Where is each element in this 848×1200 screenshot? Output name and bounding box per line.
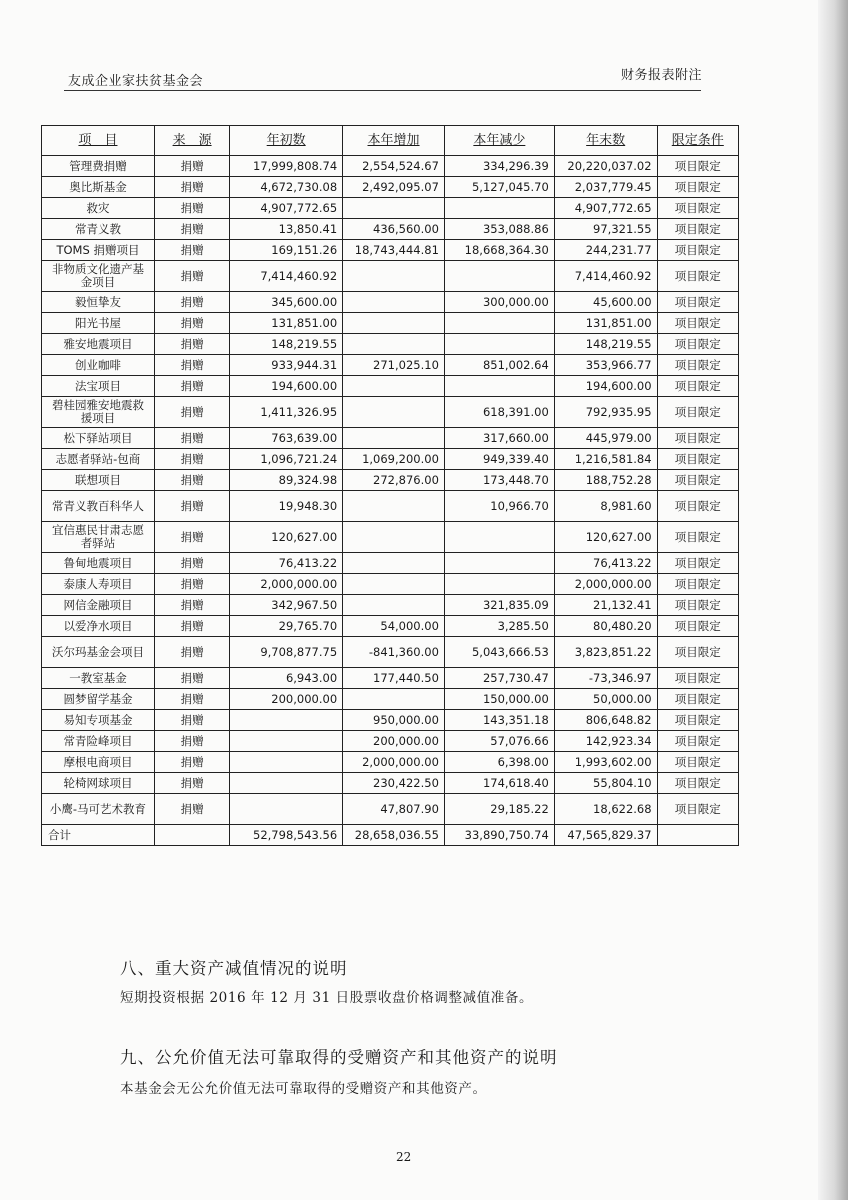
cell-restriction: 项目限定 xyxy=(657,470,738,491)
cell-restriction: 项目限定 xyxy=(657,261,738,292)
cell-restriction: 项目限定 xyxy=(657,553,738,574)
cell-end-balance: 21,132.41 xyxy=(554,595,657,616)
cell-end-balance: 8,981.60 xyxy=(554,491,657,522)
table-row xyxy=(42,574,739,595)
cell-end-balance: 50,000.00 xyxy=(554,689,657,710)
table-row xyxy=(42,334,739,355)
cell-increase: 1,069,200.00 xyxy=(343,449,445,470)
cell-source: 捐赠 xyxy=(154,773,229,794)
cell-source: 捐赠 xyxy=(154,198,229,219)
cell-begin-balance: 13,850.41 xyxy=(230,219,343,240)
cell-increase: 2,492,095.07 xyxy=(343,177,445,198)
cell-source: 捐赠 xyxy=(154,710,229,731)
cell-restriction: 项目限定 xyxy=(657,794,738,825)
header-rule xyxy=(64,90,701,91)
table-row xyxy=(42,376,739,397)
cell-restriction: 项目限定 xyxy=(657,198,738,219)
table-row xyxy=(42,637,739,668)
cell-item: 救灾 xyxy=(42,198,155,219)
cell-item: 摩根电商项目 xyxy=(42,752,155,773)
cell-item: 奥比斯基金 xyxy=(42,177,155,198)
column-header: 年初数 xyxy=(230,126,343,156)
cell-end-balance: 80,480.20 xyxy=(554,616,657,637)
restricted-net-assets-table xyxy=(41,125,739,846)
cell-begin-balance: 17,999,808.74 xyxy=(230,156,343,177)
cell-end-balance: 120,627.00 xyxy=(554,522,657,553)
cell-increase: 950,000.00 xyxy=(343,710,445,731)
header-document-type: 财务报表附注 xyxy=(621,68,703,83)
table-row xyxy=(42,198,739,219)
cell-source: 捐赠 xyxy=(154,668,229,689)
cell-decrease xyxy=(444,522,554,553)
cell-begin-balance: 345,600.00 xyxy=(230,292,343,313)
cell-begin-balance: 131,851.00 xyxy=(230,313,343,334)
table-row xyxy=(42,752,739,773)
total-cell-end-balance: 47,565,829.37 xyxy=(554,825,657,846)
cell-restriction: 项目限定 xyxy=(657,710,738,731)
table-row xyxy=(42,794,739,825)
cell-source: 捐赠 xyxy=(154,752,229,773)
cell-begin-balance: 29,765.70 xyxy=(230,616,343,637)
cell-decrease xyxy=(444,553,554,574)
cell-restriction: 项目限定 xyxy=(657,752,738,773)
column-header: 限定条件 xyxy=(657,126,738,156)
cell-begin-balance: 6,943.00 xyxy=(230,668,343,689)
cell-restriction: 项目限定 xyxy=(657,156,738,177)
table-row xyxy=(42,397,739,428)
cell-source: 捐赠 xyxy=(154,156,229,177)
table-row xyxy=(42,219,739,240)
cell-end-balance: 97,321.55 xyxy=(554,219,657,240)
total-cell-begin-balance: 52,798,543.56 xyxy=(230,825,343,846)
cell-decrease: 300,000.00 xyxy=(444,292,554,313)
cell-restriction: 项目限定 xyxy=(657,292,738,313)
total-cell-decrease: 33,890,750.74 xyxy=(444,825,554,846)
table-row xyxy=(42,470,739,491)
cell-end-balance: 2,000,000.00 xyxy=(554,574,657,595)
cell-end-balance: 76,413.22 xyxy=(554,553,657,574)
cell-increase xyxy=(343,574,445,595)
total-cell-source xyxy=(154,825,229,846)
cell-restriction: 项目限定 xyxy=(657,397,738,428)
table-row xyxy=(42,156,739,177)
cell-increase xyxy=(343,428,445,449)
cell-end-balance: 353,966.77 xyxy=(554,355,657,376)
cell-increase xyxy=(343,491,445,522)
cell-decrease: 10,966.70 xyxy=(444,491,554,522)
cell-end-balance: 18,622.68 xyxy=(554,794,657,825)
cell-begin-balance: 9,708,877.75 xyxy=(230,637,343,668)
cell-source: 捐赠 xyxy=(154,219,229,240)
cell-item: 雅安地震项目 xyxy=(42,334,155,355)
cell-item: 轮椅网球项目 xyxy=(42,773,155,794)
cell-begin-balance: 200,000.00 xyxy=(230,689,343,710)
cell-restriction: 项目限定 xyxy=(657,522,738,553)
cell-item: 常青险峰项目 xyxy=(42,731,155,752)
cell-item: 圆梦留学基金 xyxy=(42,689,155,710)
section-8-body: 短期投资根据 2016 年 12 月 31 日股票收盘价格调整减值准备。 xyxy=(120,990,534,1006)
cell-decrease: 949,339.40 xyxy=(444,449,554,470)
table-row xyxy=(42,595,739,616)
cell-decrease: 173,448.70 xyxy=(444,470,554,491)
cell-end-balance: 244,231.77 xyxy=(554,240,657,261)
cell-begin-balance xyxy=(230,731,343,752)
cell-decrease: 321,835.09 xyxy=(444,595,554,616)
cell-source: 捐赠 xyxy=(154,240,229,261)
table-row xyxy=(42,428,739,449)
cell-end-balance: 188,752.28 xyxy=(554,470,657,491)
cell-item: TOMS 捐赠项目 xyxy=(42,240,155,261)
cell-end-balance: -73,346.97 xyxy=(554,668,657,689)
cell-restriction: 项目限定 xyxy=(657,668,738,689)
table-row xyxy=(42,616,739,637)
cell-decrease xyxy=(444,376,554,397)
cell-increase: 272,876.00 xyxy=(343,470,445,491)
cell-increase xyxy=(343,261,445,292)
cell-item: 鲁甸地震项目 xyxy=(42,553,155,574)
cell-item: 泰康人寿项目 xyxy=(42,574,155,595)
cell-end-balance: 45,600.00 xyxy=(554,292,657,313)
table-row xyxy=(42,261,739,292)
cell-source: 捐赠 xyxy=(154,177,229,198)
cell-restriction: 项目限定 xyxy=(657,313,738,334)
cell-source: 捐赠 xyxy=(154,491,229,522)
cell-increase: 47,807.90 xyxy=(343,794,445,825)
cell-begin-balance: 4,672,730.08 xyxy=(230,177,343,198)
table-row xyxy=(42,731,739,752)
cell-end-balance: 1,993,602.00 xyxy=(554,752,657,773)
cell-item: 法宝项目 xyxy=(42,376,155,397)
cell-end-balance: 148,219.55 xyxy=(554,334,657,355)
cell-decrease: 851,002.64 xyxy=(444,355,554,376)
column-header: 来 源 xyxy=(154,126,229,156)
total-cell-restriction xyxy=(657,825,738,846)
cell-item: 碧桂园雅安地震救援项目 xyxy=(42,397,155,428)
cell-decrease: 3,285.50 xyxy=(444,616,554,637)
table-row xyxy=(42,491,739,522)
cell-source: 捐赠 xyxy=(154,376,229,397)
cell-source: 捐赠 xyxy=(154,553,229,574)
table-row xyxy=(42,240,739,261)
cell-item: 毅恒挚友 xyxy=(42,292,155,313)
cell-item: 松下驿站项目 xyxy=(42,428,155,449)
cell-end-balance: 20,220,037.02 xyxy=(554,156,657,177)
cell-restriction: 项目限定 xyxy=(657,449,738,470)
table-row xyxy=(42,313,739,334)
cell-decrease: 5,127,045.70 xyxy=(444,177,554,198)
cell-item: 网信金融项目 xyxy=(42,595,155,616)
cell-increase: 436,560.00 xyxy=(343,219,445,240)
cell-source: 捐赠 xyxy=(154,261,229,292)
cell-end-balance: 445,979.00 xyxy=(554,428,657,449)
cell-item: 联想项目 xyxy=(42,470,155,491)
cell-source: 捐赠 xyxy=(154,637,229,668)
cell-decrease xyxy=(444,261,554,292)
cell-item: 创业咖啡 xyxy=(42,355,155,376)
table-row xyxy=(42,668,739,689)
cell-increase: 177,440.50 xyxy=(343,668,445,689)
cell-increase xyxy=(343,595,445,616)
cell-begin-balance xyxy=(230,773,343,794)
cell-decrease xyxy=(444,334,554,355)
cell-begin-balance: 1,411,326.95 xyxy=(230,397,343,428)
table-row xyxy=(42,689,739,710)
cell-source: 捐赠 xyxy=(154,470,229,491)
cell-item: 小鹰-马可艺术教育 xyxy=(42,794,155,825)
cell-restriction: 项目限定 xyxy=(657,177,738,198)
cell-item: 非物质文化遗产基金项目 xyxy=(42,261,155,292)
cell-item: 宜信惠民甘肃志愿者驿站 xyxy=(42,522,155,553)
cell-decrease: 57,076.66 xyxy=(444,731,554,752)
table-total-row xyxy=(42,825,739,846)
cell-begin-balance: 4,907,772.65 xyxy=(230,198,343,219)
cell-begin-balance: 169,151.26 xyxy=(230,240,343,261)
cell-begin-balance: 120,627.00 xyxy=(230,522,343,553)
cell-increase: 2,000,000.00 xyxy=(343,752,445,773)
cell-item: 管理费捐赠 xyxy=(42,156,155,177)
cell-decrease: 6,398.00 xyxy=(444,752,554,773)
cell-decrease: 18,668,364.30 xyxy=(444,240,554,261)
cell-increase: 271,025.10 xyxy=(343,355,445,376)
scan-edge-shadow xyxy=(818,0,848,1200)
cell-decrease: 29,185.22 xyxy=(444,794,554,825)
cell-restriction: 项目限定 xyxy=(657,240,738,261)
cell-begin-balance: 89,324.98 xyxy=(230,470,343,491)
cell-item: 常青义教 xyxy=(42,219,155,240)
cell-source: 捐赠 xyxy=(154,616,229,637)
cell-source: 捐赠 xyxy=(154,292,229,313)
cell-restriction: 项目限定 xyxy=(657,637,738,668)
cell-item: 阳光书屋 xyxy=(42,313,155,334)
cell-decrease xyxy=(444,313,554,334)
table-row xyxy=(42,292,739,313)
cell-begin-balance: 19,948.30 xyxy=(230,491,343,522)
cell-begin-balance: 342,967.50 xyxy=(230,595,343,616)
cell-begin-balance xyxy=(230,752,343,773)
cell-increase: 200,000.00 xyxy=(343,731,445,752)
cell-end-balance: 7,414,460.92 xyxy=(554,261,657,292)
cell-increase xyxy=(343,522,445,553)
total-label: 合计 xyxy=(42,825,155,846)
cell-restriction: 项目限定 xyxy=(657,773,738,794)
cell-decrease: 5,043,666.53 xyxy=(444,637,554,668)
cell-decrease: 317,660.00 xyxy=(444,428,554,449)
column-header: 本年减少 xyxy=(444,126,554,156)
cell-source: 捐赠 xyxy=(154,794,229,825)
cell-end-balance: 3,823,851.22 xyxy=(554,637,657,668)
table-row xyxy=(42,553,739,574)
cell-decrease: 143,351.18 xyxy=(444,710,554,731)
page-number: 22 xyxy=(396,1150,412,1164)
cell-increase xyxy=(343,292,445,313)
cell-restriction: 项目限定 xyxy=(657,334,738,355)
cell-item: 一教室基金 xyxy=(42,668,155,689)
cell-source: 捐赠 xyxy=(154,689,229,710)
cell-end-balance: 131,851.00 xyxy=(554,313,657,334)
cell-source: 捐赠 xyxy=(154,522,229,553)
cell-decrease xyxy=(444,198,554,219)
cell-item: 沃尔玛基金会项目 xyxy=(42,637,155,668)
cell-restriction: 项目限定 xyxy=(657,376,738,397)
cell-restriction: 项目限定 xyxy=(657,574,738,595)
cell-increase: 18,743,444.81 xyxy=(343,240,445,261)
cell-decrease: 257,730.47 xyxy=(444,668,554,689)
cell-end-balance: 4,907,772.65 xyxy=(554,198,657,219)
cell-restriction: 项目限定 xyxy=(657,616,738,637)
column-header: 本年增加 xyxy=(343,126,445,156)
cell-begin-balance: 148,219.55 xyxy=(230,334,343,355)
cell-end-balance: 142,923.34 xyxy=(554,731,657,752)
cell-end-balance: 792,935.95 xyxy=(554,397,657,428)
cell-source: 捐赠 xyxy=(154,449,229,470)
cell-decrease: 618,391.00 xyxy=(444,397,554,428)
cell-increase xyxy=(343,334,445,355)
cell-source: 捐赠 xyxy=(154,313,229,334)
cell-source: 捐赠 xyxy=(154,355,229,376)
cell-begin-balance: 7,414,460.92 xyxy=(230,261,343,292)
cell-decrease: 174,618.40 xyxy=(444,773,554,794)
cell-item: 以爱净水项目 xyxy=(42,616,155,637)
cell-end-balance: 194,600.00 xyxy=(554,376,657,397)
table-row xyxy=(42,177,739,198)
cell-restriction: 项目限定 xyxy=(657,689,738,710)
cell-source: 捐赠 xyxy=(154,334,229,355)
cell-restriction: 项目限定 xyxy=(657,731,738,752)
cell-increase xyxy=(343,689,445,710)
section-8-title: 八、重大资产减值情况的说明 xyxy=(120,959,348,978)
cell-restriction: 项目限定 xyxy=(657,491,738,522)
cell-source: 捐赠 xyxy=(154,595,229,616)
cell-decrease: 150,000.00 xyxy=(444,689,554,710)
cell-begin-balance xyxy=(230,710,343,731)
cell-end-balance: 806,648.82 xyxy=(554,710,657,731)
cell-restriction: 项目限定 xyxy=(657,355,738,376)
cell-begin-balance xyxy=(230,794,343,825)
cell-item: 志愿者驿站-包商 xyxy=(42,449,155,470)
cell-increase: 230,422.50 xyxy=(343,773,445,794)
cell-end-balance: 1,216,581.84 xyxy=(554,449,657,470)
section-9-body: 本基金会无公允价值无法可靠取得的受赠资产和其他资产。 xyxy=(120,1081,487,1097)
cell-restriction: 项目限定 xyxy=(657,595,738,616)
cell-begin-balance: 933,944.31 xyxy=(230,355,343,376)
table-header-row xyxy=(42,126,739,156)
column-header: 项 目 xyxy=(42,126,155,156)
cell-item: 常青义教百科华人 xyxy=(42,491,155,522)
cell-increase: 54,000.00 xyxy=(343,616,445,637)
cell-decrease: 334,296.39 xyxy=(444,156,554,177)
table-row xyxy=(42,449,739,470)
cell-end-balance: 2,037,779.45 xyxy=(554,177,657,198)
cell-end-balance: 55,804.10 xyxy=(554,773,657,794)
cell-decrease xyxy=(444,574,554,595)
cell-increase: 2,554,524.67 xyxy=(343,156,445,177)
cell-begin-balance: 194,600.00 xyxy=(230,376,343,397)
table-row xyxy=(42,522,739,553)
cell-increase xyxy=(343,313,445,334)
cell-begin-balance: 1,096,721.24 xyxy=(230,449,343,470)
cell-source: 捐赠 xyxy=(154,574,229,595)
cell-increase xyxy=(343,376,445,397)
cell-decrease: 353,088.86 xyxy=(444,219,554,240)
cell-restriction: 项目限定 xyxy=(657,219,738,240)
cell-begin-balance: 2,000,000.00 xyxy=(230,574,343,595)
header-organization: 友成企业家扶贫基金会 xyxy=(68,74,204,89)
table-row xyxy=(42,710,739,731)
section-9-title: 九、公允价值无法可靠取得的受赠资产和其他资产的说明 xyxy=(120,1048,558,1067)
table-row xyxy=(42,355,739,376)
column-header: 年末数 xyxy=(554,126,657,156)
cell-restriction: 项目限定 xyxy=(657,428,738,449)
cell-increase xyxy=(343,553,445,574)
cell-item: 易知专项基金 xyxy=(42,710,155,731)
table-row xyxy=(42,773,739,794)
cell-increase: -841,360.00 xyxy=(343,637,445,668)
cell-increase xyxy=(343,397,445,428)
cell-source: 捐赠 xyxy=(154,428,229,449)
cell-increase xyxy=(343,198,445,219)
cell-source: 捐赠 xyxy=(154,731,229,752)
cell-begin-balance: 763,639.00 xyxy=(230,428,343,449)
total-cell-increase: 28,658,036.55 xyxy=(343,825,445,846)
cell-begin-balance: 76,413.22 xyxy=(230,553,343,574)
cell-source: 捐赠 xyxy=(154,397,229,428)
